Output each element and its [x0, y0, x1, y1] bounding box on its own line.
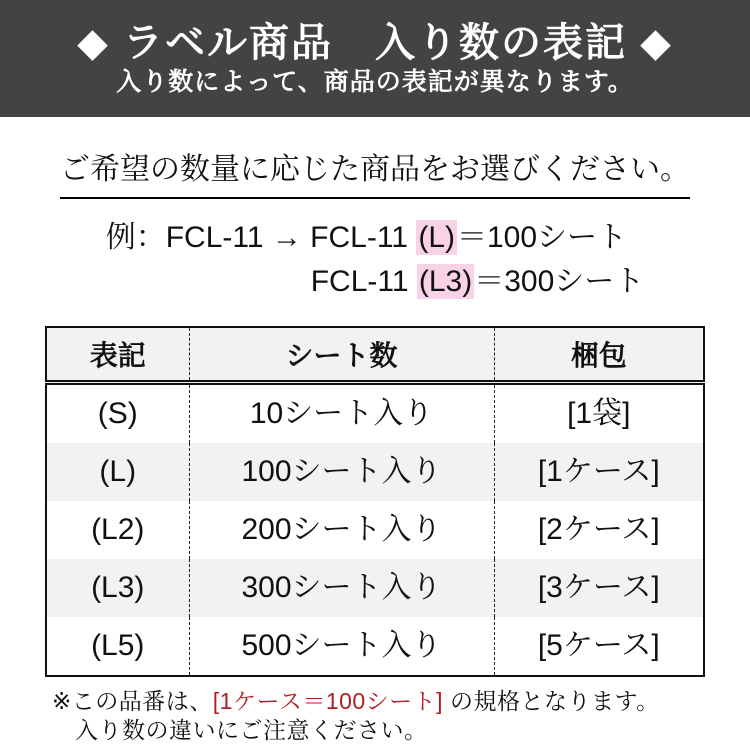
table-row	[46, 443, 704, 501]
example-line1-prefix: 例：FCL-11 → FCL-11	[105, 221, 417, 254]
header-banner	[0, 0, 750, 117]
footnote-line-1	[52, 687, 750, 716]
page-subtitle: 入り数によって、商品の表記が異なります。	[116, 67, 634, 96]
cell-packing: [3ケース]	[494, 559, 704, 617]
footnote-line1-prefix: ※この品番は、	[52, 688, 213, 714]
example-line2-highlight: (L3)	[418, 265, 473, 298]
table-header-row	[46, 327, 704, 383]
table-row	[46, 559, 704, 617]
quantity-notation-table	[45, 326, 705, 677]
cell-notation: (S)	[97, 397, 138, 430]
example-line2-suffix: ＝300シート	[474, 265, 645, 298]
page-title: ◆ ラベル商品 入り数の表記 ◆	[77, 20, 673, 65]
cell-packing: [1袋]	[494, 383, 704, 444]
cell-sheets: 500シート入り	[189, 617, 494, 676]
example-line2-prefix: FCL-11	[310, 265, 417, 298]
cell-notation: (L)	[46, 443, 189, 501]
table-row	[46, 617, 704, 676]
example-line-2	[311, 260, 645, 304]
cell-packing: [1ケース]	[494, 443, 704, 501]
table-row	[46, 383, 704, 444]
example-line1-suffix: ＝100シート	[457, 221, 628, 254]
lead-heading: ご希望の数量に応じた商品をお選びください。	[60, 144, 690, 199]
cell-sheets: 10シート入り	[189, 383, 494, 444]
footnote	[52, 687, 750, 745]
lead-heading-wrap	[0, 144, 750, 199]
footnote-line1-suffix: の規格となります。	[443, 688, 660, 714]
example-line-1	[106, 216, 645, 260]
cell-notation: (L5)	[91, 629, 145, 662]
cell-notation: (L2)	[91, 513, 145, 546]
cell-packing: [5ケース]	[494, 617, 704, 676]
col-header-packing: 梱包	[494, 327, 704, 383]
footnote-line-2: 入り数の違いにご注意ください。	[75, 717, 428, 743]
col-header-sheets: シート数	[189, 327, 494, 383]
cell-packing: [2ケース]	[494, 501, 704, 559]
cell-notation: (L3)	[46, 559, 189, 617]
cell-sheets: 200シート入り	[189, 501, 494, 559]
cell-sheets: 100シート入り	[189, 443, 494, 501]
table-row	[46, 501, 704, 559]
col-header-notation: 表記	[46, 327, 189, 383]
example-block	[106, 216, 645, 304]
cell-sheets: 300シート入り	[189, 559, 494, 617]
example-line1-highlight: (L)	[418, 221, 455, 254]
footnote-line1-highlight: [1ケース＝100シート]	[212, 688, 444, 714]
